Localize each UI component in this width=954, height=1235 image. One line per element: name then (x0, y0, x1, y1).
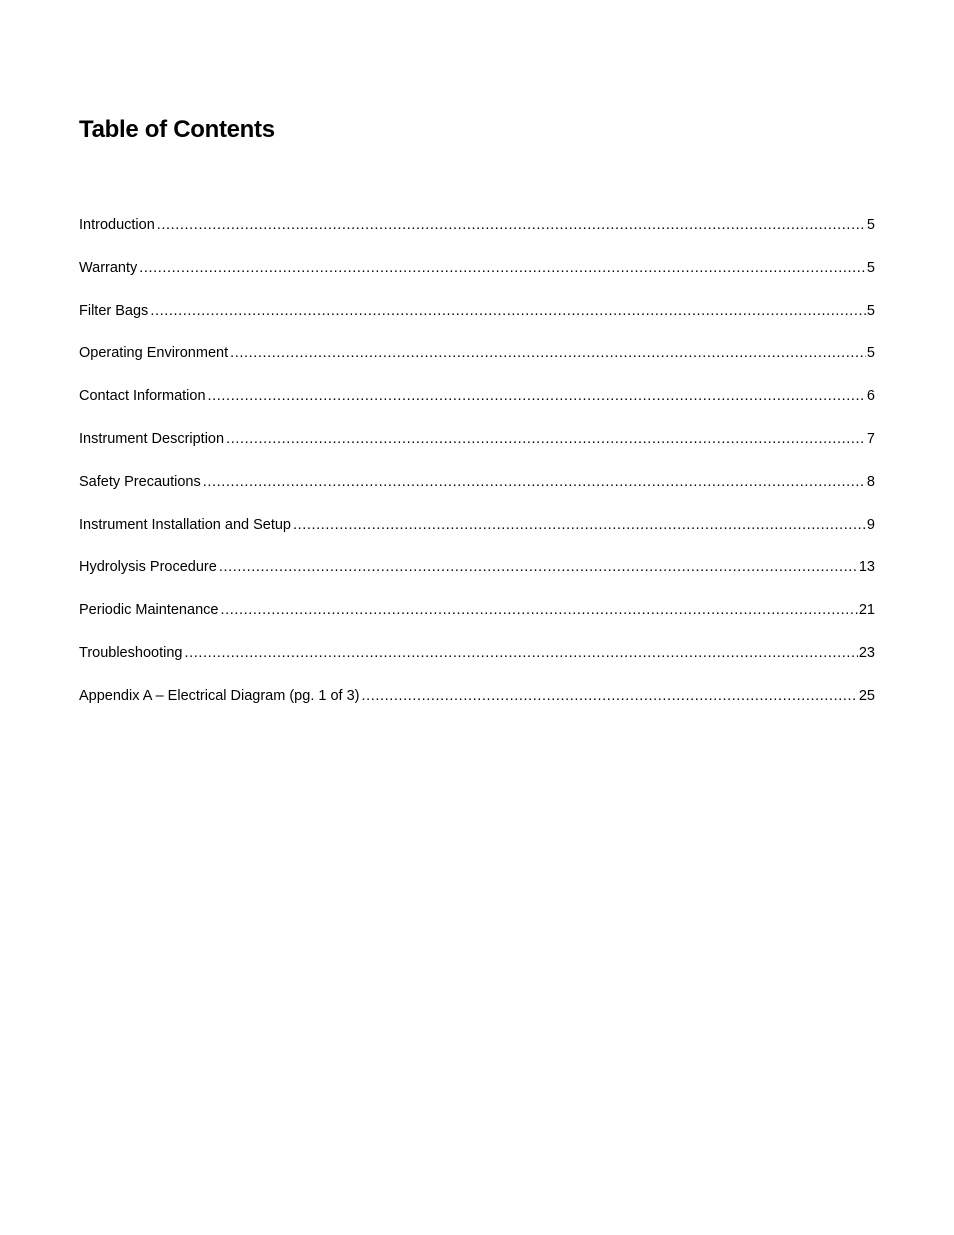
toc-entry-page: 9 (866, 516, 875, 533)
toc-heading: Table of Contents (79, 116, 275, 143)
toc-dot-leader (226, 429, 866, 449)
toc-entry-periodic-maintenance[interactable] (79, 600, 875, 643)
toc-entry-page: 7 (866, 430, 875, 447)
toc-entry-page: 5 (866, 259, 875, 276)
toc-dot-leader (139, 258, 866, 278)
toc-entry-title: Operating Environment (79, 345, 229, 362)
toc-dot-leader (208, 386, 866, 406)
toc-entry-title: Troubleshooting (79, 644, 183, 661)
toc-entry-page: 25 (858, 687, 875, 704)
toc-entry-appendix-a[interactable] (79, 686, 875, 729)
toc-dot-leader (361, 686, 857, 706)
toc-dot-leader (184, 643, 857, 663)
toc-dot-leader (150, 301, 866, 321)
toc-dot-leader (220, 600, 857, 620)
toc-entry-hydrolysis-procedure[interactable] (79, 557, 875, 600)
toc-entry-page: 8 (866, 473, 875, 490)
toc-dot-leader (203, 472, 866, 492)
toc-entry-introduction[interactable] (79, 215, 875, 258)
toc-entry-warranty[interactable] (79, 258, 875, 301)
toc-entry-title: Instrument Installation and Setup (79, 516, 291, 533)
toc-entry-title: Appendix A – Electrical Diagram (pg. 1 of 3) (79, 687, 360, 704)
toc-dot-leader (157, 215, 866, 235)
toc-entry-troubleshooting[interactable] (79, 643, 875, 686)
toc-entry-page: 5 (866, 302, 875, 319)
toc-entry-title: Contact Information (79, 388, 206, 405)
toc-entry-title: Filter Bags (79, 302, 149, 319)
toc-entry-title: Periodic Maintenance (79, 602, 219, 619)
toc-entry-title: Warranty (79, 259, 138, 276)
toc-dot-leader (293, 515, 866, 535)
toc-entry-instrument-description[interactable] (79, 429, 875, 472)
toc-entry-installation-setup[interactable] (79, 515, 875, 558)
toc-list (79, 215, 875, 729)
toc-entry-safety-precautions[interactable] (79, 472, 875, 515)
toc-entry-title: Introduction (79, 217, 155, 233)
toc-entry-contact-information[interactable] (79, 386, 875, 429)
toc-entry-page: 5 (866, 345, 875, 362)
toc-entry-page: 13 (858, 559, 875, 576)
toc-entry-page: 6 (866, 388, 875, 405)
toc-entry-page: 5 (866, 217, 875, 233)
toc-entry-operating-environment[interactable] (79, 343, 875, 386)
toc-entry-page: 21 (858, 602, 875, 619)
toc-entry-filter-bags[interactable] (79, 301, 875, 344)
toc-entry-title: Safety Precautions (79, 473, 201, 490)
toc-entry-title: Hydrolysis Procedure (79, 559, 217, 576)
toc-dot-leader (230, 343, 866, 363)
toc-entry-page: 23 (858, 644, 875, 661)
toc-entry-title: Instrument Description (79, 430, 225, 447)
toc-dot-leader (219, 557, 858, 577)
